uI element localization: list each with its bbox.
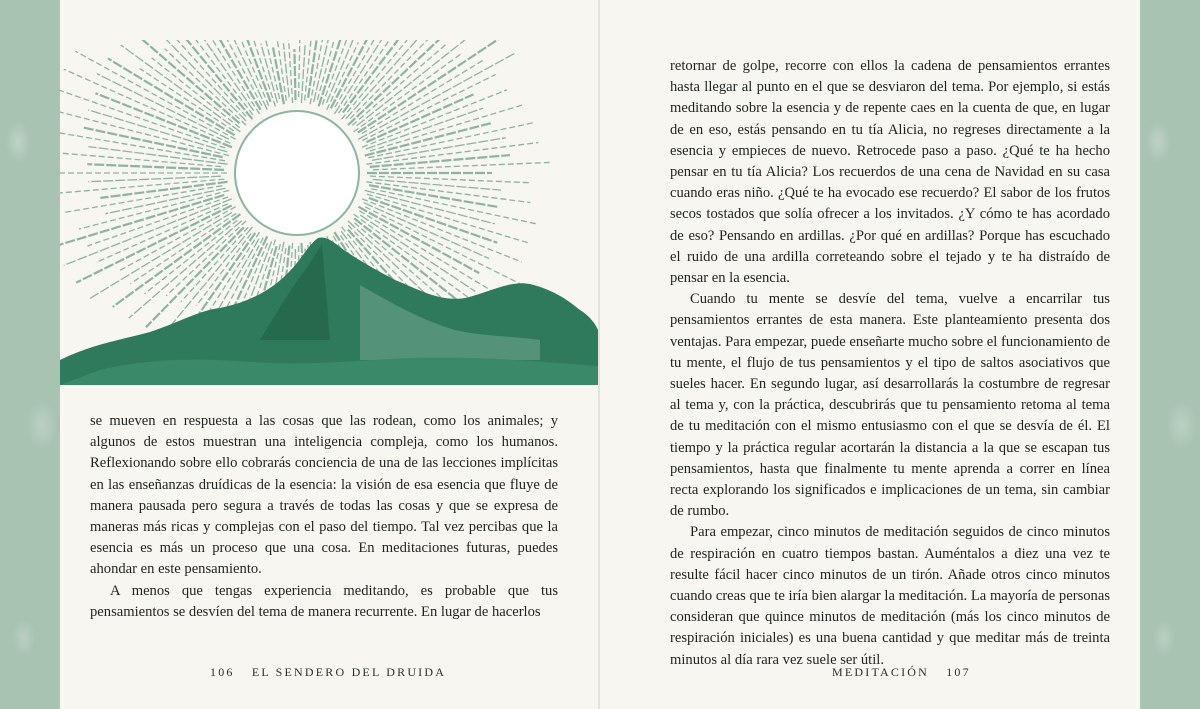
paragraph: A menos que tengas experiencia meditando, es probable que tus pensamientos se desvíen del tema de manera recurrente. En lugar de hacerlos (90, 582, 558, 620)
sun-ray (144, 40, 246, 121)
sun-ray (129, 221, 242, 318)
sun-ray (79, 190, 229, 229)
left-page (60, 0, 598, 709)
sun-ray (366, 143, 538, 165)
sun-ray (299, 40, 301, 97)
sun-ray (118, 207, 236, 272)
sun-ray (294, 49, 295, 100)
sun-disc (235, 111, 359, 235)
left-page-body (90, 411, 558, 623)
sun-ray (258, 40, 280, 99)
sun-ray (121, 45, 241, 132)
sun-over-mountains-icon (60, 40, 598, 400)
page-number: 106 (210, 665, 235, 679)
sun-ray (287, 40, 293, 103)
right-page (600, 0, 1140, 709)
sun-ray (88, 110, 227, 152)
sun-ray (371, 189, 535, 224)
sun-ray (209, 40, 268, 110)
page-number: 107 (946, 665, 971, 679)
sun-ray (113, 214, 241, 307)
sun-ray (317, 40, 350, 100)
sun-ray (358, 40, 501, 133)
sun-ray (165, 49, 246, 125)
sun-ray (172, 40, 246, 117)
sun-ray (358, 207, 479, 273)
right-page-body (670, 56, 1110, 671)
sun-ray (354, 54, 462, 132)
paragraph: Para empezar, cinco minutos de meditación seguidos de cinco minutos de respiración en cuatro tiempos bastan. Auméntalos a diez una vez te resulte fácil hacer cinco minutos de un tirón. Añade otros cinco minutos cuando creas que te iría bien alargar la meditación. La mayoría de personas consideran que quince minutos de meditación (más los cinco minutos de respiración iniciales) es una buena cantidad y que meditar más de treinta minutos al día rara vez suele ser útil. (670, 524, 1110, 668)
decorative-border-left (0, 0, 60, 709)
sun-ray (75, 51, 235, 139)
running-title: EL SENDERO DEL DRUIDA (251, 665, 447, 679)
sun-ray (301, 45, 305, 104)
paragraph: retornar de golpe, recorre con ellos la cadena de pensamientos errantes hasta llegar al punto en el que se desviaron del tema. Por ejemplo, si estás meditando sobre la esencia y de repente caes en la cuenta de que, en lugar de en eso, estás pensando en tu tía Alicia, no regreses directamente a la esencia y empieces de nuevo. Retrocede paso a paso. ¿Qué te ha hecho pensar en tu tía Alicia? Los recuerdos de una cena de Navidad en su casa cuando eras niño. ¿Qué te ha evocado ese recuerdo? El sabor de los frutos secos tostados que solía ofrecer a los invitados. ¿Y cómo te has acordado de eso? Pensando en ardillas. ¿Por qué en ardillas? Porque has escuchado el ruido de una ardilla correteando sobre el tejado y te ha distraído de pensar en la esencia. (670, 58, 1110, 287)
sun-ray (196, 234, 251, 306)
sun-ray (366, 94, 473, 142)
sun-ray (60, 152, 221, 167)
paragraph: Cuando tu mente se desvíe del tema, vuelve a encarrilar tus pensamientos errantes de esta manera. Este planteamiento presenta dos ventajas. Para empezar, puede enseñarte mucho sobre el funcionamiento de tu mente, el flujo de tus pensamientos y el tipo de saltos asociativos que sueles hacer. En segundo lugar, así desarrollarás la costumbre de regresar al tema y, con la práctica, descubrirás que tu pensamiento retoma al tema de tu meditación con el mismo entusiasmo con el que se desvía de él. El tiempo y la práctica regular acortarán la distancia a la que se escapan tus pensamientos, hasta que finalmente tu mente aprenda a correr en línea recta explorando los significados e implicaciones de un tema, sin cambiar de rumbo. (670, 291, 1110, 520)
running-title: MEDITACIÓN (832, 665, 930, 679)
sun-ray (214, 40, 262, 106)
sun-ray (368, 123, 532, 158)
sun-ray (362, 199, 522, 262)
left-page-footer (210, 665, 458, 680)
sun-ray (370, 104, 525, 151)
decorative-border-right (1140, 0, 1200, 709)
sun-ray (362, 61, 483, 134)
paragraph: se mueven en respuesta a las cosas que las rodean, como los animales; y algunos de estos muestran una inteligencia compleja, como los humanos. Reflexionando sobre ello cobrarás conciencia de una de las lecciones implícitas en las enseñanzas druídicas de la esencia: la visión de esa esencia que fluye de manera pausada pero segura a través de todas las cosas y que se expresa de maneras más ricas y complejas con el paso del tiempo. Tal vez percibas que la esencia es más un proceso que una cosa. En meditaciones futuras, puedes ahondar en este pensamiento. (90, 413, 558, 578)
sun-ray (83, 128, 223, 158)
sun-ray (352, 44, 446, 125)
sun-ray (64, 186, 223, 213)
sun-ray (87, 164, 224, 170)
right-page-footer (832, 665, 983, 680)
sun-ray (60, 111, 229, 156)
sun-ray (369, 198, 497, 243)
